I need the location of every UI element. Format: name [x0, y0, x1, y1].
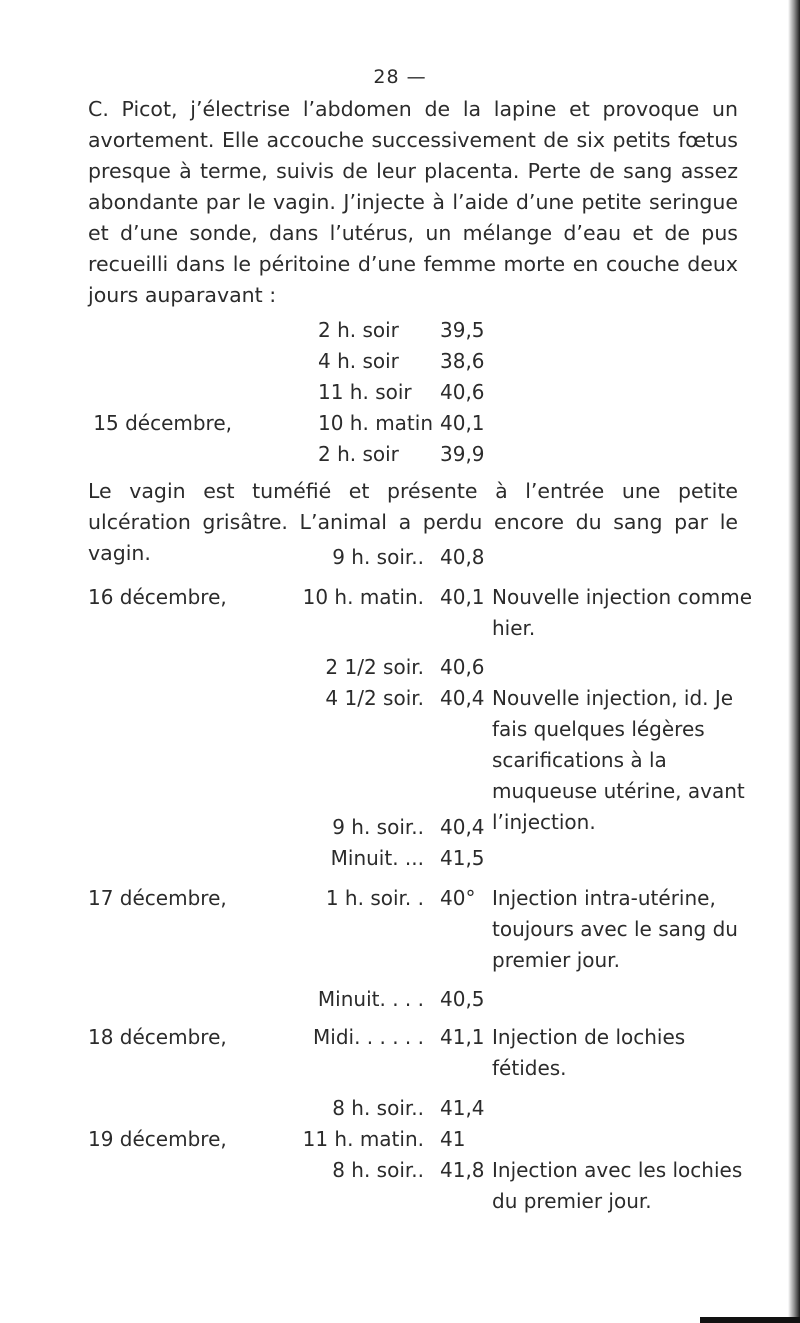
table2-time: 4 1/2 soir. [325, 686, 424, 710]
table2-date: 19 décembre, [88, 1127, 227, 1151]
table2-value: 41 [440, 1127, 466, 1151]
table2-value: 40,5 [440, 987, 485, 1011]
table2-time: Minuit. . . . [317, 987, 424, 1011]
table2-value: 40,8 [440, 545, 485, 569]
middle-paragraph: Le vagin est tuméfié et présente à l’entrée une petite ulcération grisâtre. L’animal a perdu encore du sang par le vagin. [88, 479, 738, 565]
table2-time: 2 1/2 soir. [325, 655, 424, 679]
table1-value: 40,1 [440, 411, 485, 435]
table2-note: Injection avec les lochies du premier jour. [492, 1158, 743, 1213]
table2-time: Midi. . . . . . [313, 1025, 424, 1049]
page-edge-bar [700, 1317, 800, 1323]
table2-note: Injection de lochies fétides. [492, 1025, 686, 1080]
table2-date: 18 décembre, [88, 1025, 227, 1049]
table2-value: 41,1 [440, 1025, 485, 1049]
table2-value: 40° [440, 886, 476, 910]
table2-time: 9 h. soir.. [332, 545, 424, 569]
table1-time: 11 h. soir [318, 380, 412, 404]
table2-note: Nouvelle injection comme hier. [492, 585, 753, 640]
table2-value: 41,5 [440, 846, 485, 870]
table2-time: 8 h. soir.. [332, 1096, 424, 1120]
table2-value: 40,4 [440, 815, 485, 839]
table1-value: 40,6 [440, 380, 485, 404]
intro-paragraph: C. Picot, j’électrise l’abdomen de la lapine et provoque un avortement. Elle accouche successivement de six petits fœtus presque à terme, suivis de leur placenta. Perte de sang assez abondante par le vagin. J’injecte à l’aide d’une petite seringue et d’une sonde, dans l’utérus, un mélange d’eau et de pus recueilli dans le péritoine d’une femme morte en couche deux jours auparavant : [88, 97, 738, 307]
table2-time: 9 h. soir.. [332, 815, 424, 839]
table1-time: 10 h. matin [318, 411, 434, 435]
table2-value: 40,6 [440, 655, 485, 679]
table2-time: Minuit. ... [330, 846, 424, 870]
table2-time: 10 h. matin. [302, 585, 424, 609]
page-number: 28 — [373, 66, 427, 88]
table1-value: 39,5 [440, 318, 485, 342]
table2-time: 11 h. matin. [302, 1127, 424, 1151]
table2-value: 40,1 [440, 585, 485, 609]
table2-note: Nouvelle injection, id. Je fais quelques légères scarifications à la muqueuse utérine, avant l’injection. [492, 686, 745, 834]
table2-date: 16 décembre, [88, 585, 227, 609]
table1-date: 15 décembre, [93, 411, 232, 435]
table2-value: 40,4 [440, 686, 485, 710]
table2-time: 8 h. soir.. [332, 1158, 424, 1182]
table1-time: 2 h. soir [318, 318, 399, 342]
table2-time: 1 h. soir. . [325, 886, 424, 910]
table1-value: 38,6 [440, 349, 485, 373]
page-edge-shadow [788, 0, 800, 1323]
table2-value: 41,8 [440, 1158, 485, 1182]
table2-date: 17 décembre, [88, 886, 227, 910]
table1-value: 39,9 [440, 442, 485, 466]
table1-time: 4 h. soir [318, 349, 399, 373]
table2-note: Injection intra-utérine, toujours avec le sang du premier jour. [492, 886, 738, 972]
table2-value: 41,4 [440, 1096, 485, 1120]
table1-time: 2 h. soir [318, 442, 399, 466]
